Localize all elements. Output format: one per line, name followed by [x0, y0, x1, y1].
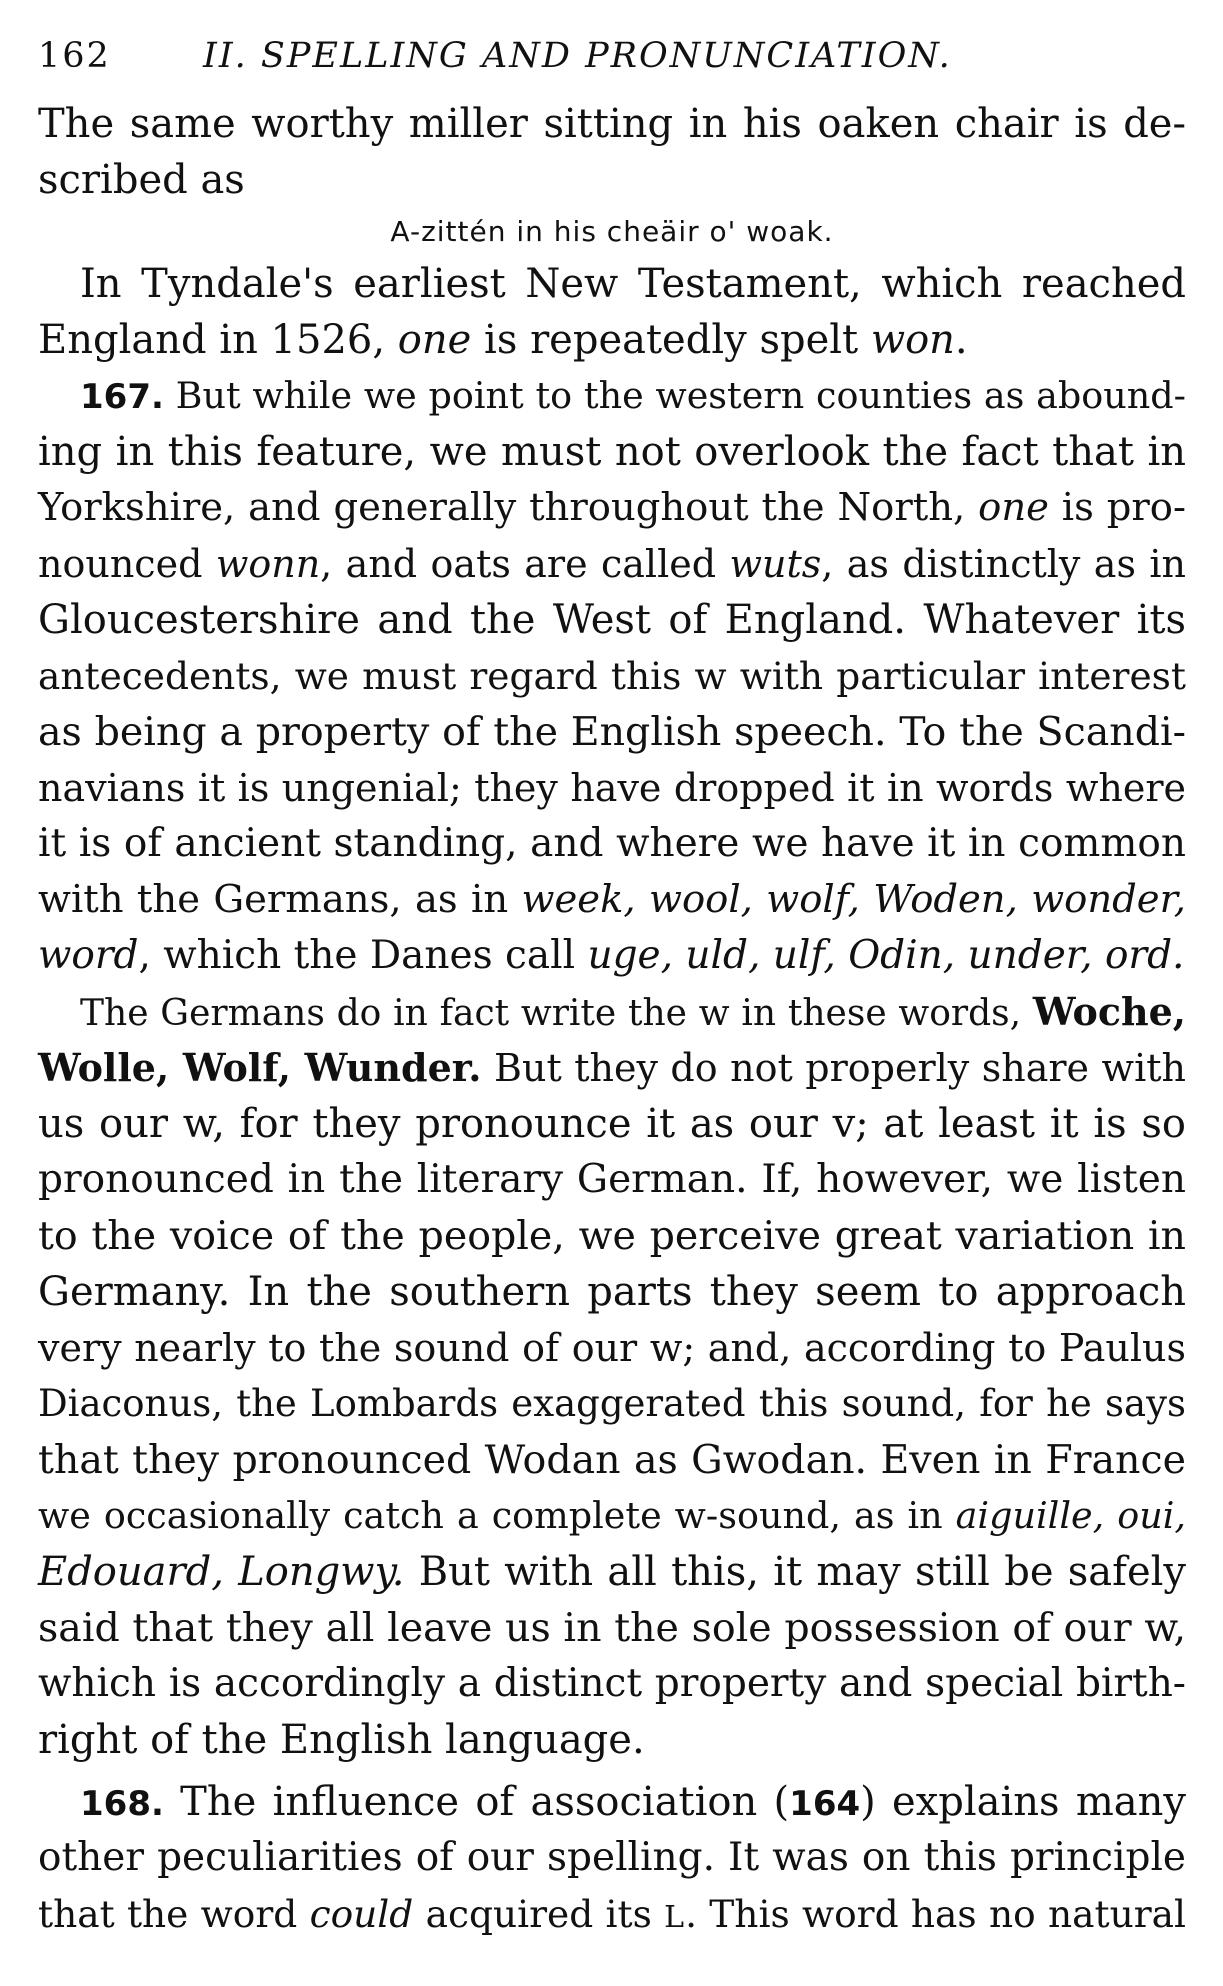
cross-reference: 164 [789, 1784, 861, 1824]
text-line: said that they all leave us in the sole possession of our w, [38, 1605, 1186, 1651]
text-line: very nearly to the sound of our w; and, according to Paulus [38, 1326, 1186, 1370]
text-line: pronounced in the literary German. If, however, we listen [38, 1157, 1186, 1202]
text-line: with the Germans, as in week, wool, wolf, Woden, wonder, [38, 877, 1186, 922]
text-line: Gloucestershire and the West of England. Whatever its [38, 597, 1186, 643]
text-line: as being a property of the English speech. To the Scandi- [38, 709, 1186, 755]
text-line: that the word could acquired its L. This word has no natural [38, 1892, 1186, 1936]
text-line: word, which the Danes call uge, uld, ulf, Odin, under, ord. [38, 933, 1185, 978]
text-line: that they pronounced Wodan as Gwodan. Even in France [38, 1437, 1186, 1483]
running-title: II. SPELLING AND PRONUNCIATION. [203, 36, 952, 76]
section-number: 168. [80, 1784, 164, 1824]
text-line: The same worthy miller sitting in his oaken chair is de- [38, 101, 1186, 147]
text-line: right of the English language. [38, 1717, 645, 1763]
text-line: us our w, for they pronounce it as our v; at least it is so [38, 1101, 1186, 1147]
blackletter-word: Wolle, Wolf, Wunder. [38, 1045, 482, 1090]
text-line: Diaconus, the Lombards exaggerated this sound, for he says [38, 1382, 1186, 1425]
text-line: The Germans do in fact write the w in these words, Woche, [80, 989, 1186, 1034]
text-line: Germany. In the southern parts they seem to approach [38, 1269, 1186, 1315]
text-line: nounced wonn, and oats are called wuts, as distinctly as in [38, 542, 1186, 586]
text-line: we occasionally catch a complete w-sound, as in aiguille, oui, [38, 1494, 1186, 1537]
text-line: In Tyndale's earliest New Testament, which reached [80, 261, 1186, 307]
body-text [38, 96, 1186, 1942]
small-caps-letter: L [664, 1900, 686, 1935]
text-line: England in 1526, one is repeatedly spelt won. [38, 317, 968, 363]
text-line: ing in this feature, we must not overlook the fact that in [38, 429, 1186, 475]
text-line: scribed as [38, 157, 245, 203]
text-line: which is accordingly a distinct property and special birth- [38, 1661, 1186, 1706]
text-line: antecedents, we must regard this w with particular interest [38, 654, 1186, 698]
text-line: Yorkshire, and generally throughout the North, one is pro- [38, 485, 1186, 530]
text-line: to the voice of the people, we perceive great variation in [38, 1213, 1186, 1259]
book-page [38, 36, 1186, 1942]
text-line: Wolle, Wolf, Wunder. But they do not properly share with [38, 1045, 1186, 1090]
running-header [38, 36, 1186, 96]
page-number: 162 [38, 36, 111, 76]
text-line: Edouard, Longwy. But with all this, it may still be safely [38, 1549, 1187, 1595]
text-line: 168. The influence of association (164) explains many [80, 1779, 1187, 1825]
dialect-quotation: A-zittén in his cheäir o' woak. [390, 215, 834, 248]
text-line: it is of ancient standing, and where we have it in common [38, 821, 1186, 866]
blackletter-word: Woche, [1032, 989, 1186, 1034]
text-line: navians it is ungenial; they have dropped it in words where [38, 766, 1186, 810]
text-line: other peculiarities of our spelling. It was on this principle [38, 1835, 1186, 1880]
text-line: 167. But while we point to the western counties as abound- [80, 374, 1186, 417]
section-number: 167. [80, 377, 164, 417]
